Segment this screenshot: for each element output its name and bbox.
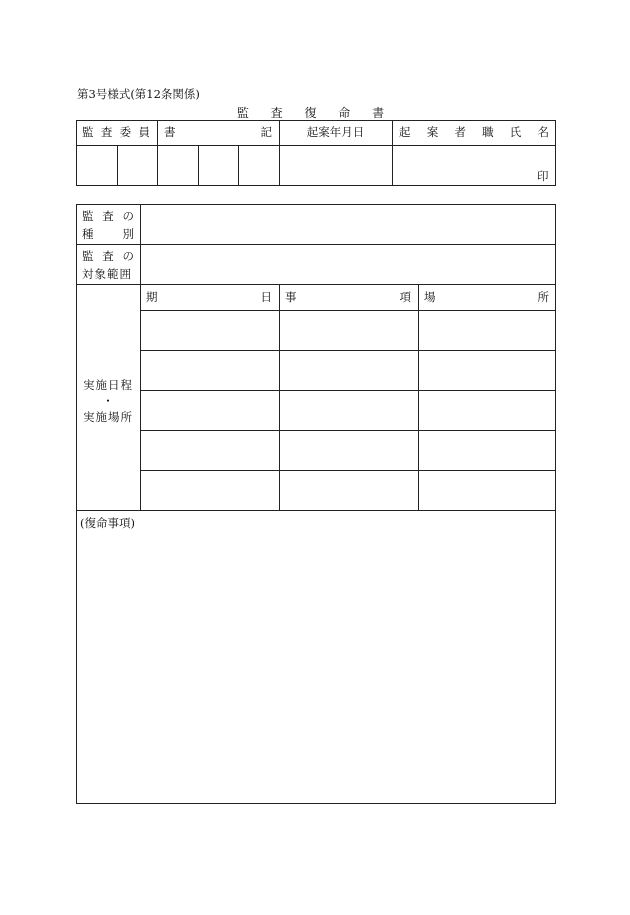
- secretary-header: 書 記: [164, 125, 272, 139]
- document-title: 監 査 復 命 書: [236, 106, 394, 120]
- drafter-name-header: 起 案 者 職 氏 名: [399, 125, 549, 139]
- draft-date-header: 起案年月日: [306, 125, 365, 139]
- seal-mark: 印: [537, 169, 549, 183]
- date-column-header: 期 日: [146, 290, 272, 304]
- audit-committee-header: 監 査 委 員: [82, 125, 150, 139]
- place-column-header: 場 所: [424, 290, 549, 304]
- matter-column-header: 事 項: [285, 290, 411, 304]
- form-number: 第3号様式(第12条関係): [77, 87, 200, 101]
- audit-type-label: 監 査 の 種 別: [82, 209, 134, 241]
- schedule-place-label: 実施日程 ・ 実施場所: [83, 378, 133, 424]
- report-matters-label: (復命事項): [80, 516, 135, 530]
- audit-scope-label: 監 査 の 対象範囲: [82, 249, 134, 281]
